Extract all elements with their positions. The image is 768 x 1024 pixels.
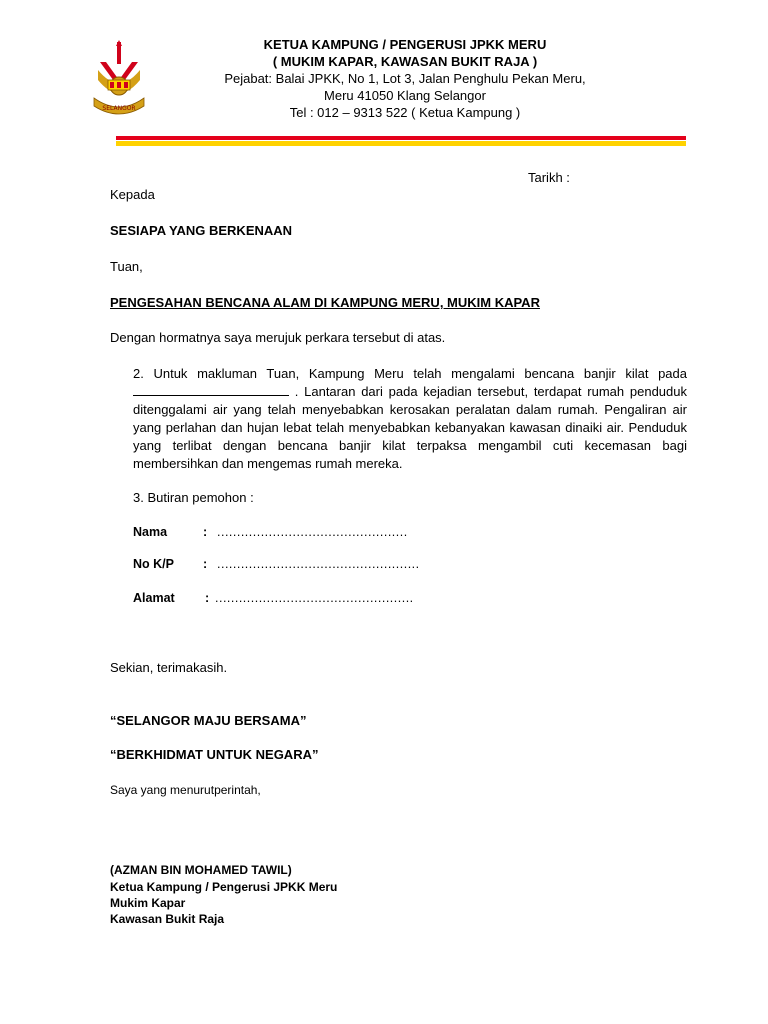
letterhead-address-line1: Pejabat: Balai JPKK, No 1, Lot 3, Jalan Penghulu Pekan Meru, [224,71,586,86]
paragraph-2 [133,365,687,473]
field-label-nokp: No K/P [133,557,174,571]
signatory-mukim: Mukim Kapar [110,896,186,910]
paragraph-3: 3. Butiran pemohon : [133,490,254,505]
field-label-alamat: Alamat [133,591,175,605]
motto-selangor: “SELANGOR MAJU BERSAMA” [110,713,307,728]
field-dots-nokp: ................................................... [217,557,420,571]
motto-negara: “BERKHIDMAT UNTUK NEGARA” [110,747,319,762]
sign-off: Saya yang menurutperintah, [110,783,261,797]
to-label: Kepada [110,187,155,202]
salutation: Tuan, [110,259,143,274]
recipient: SESIAPA YANG BERKENAAN [110,223,293,238]
svg-text:SELANGOR: SELANGOR [102,105,136,112]
header-band-red [116,136,686,140]
date-blank-line [133,384,289,396]
signatory-title: Ketua Kampung / Pengerusi JPKK Meru [110,880,338,894]
letterhead-telephone: Tel : 012 – 9313 522 ( Ketua Kampung ) [289,105,521,120]
paragraph-2-start: 2. Untuk makluman Tuan, Kampung Meru telah mengalami bencana banjir kilat pada [133,366,687,381]
signatory-name: (AZMAN BIN MOHAMED TAWIL) [110,863,292,877]
field-label-nama: Nama [133,525,168,539]
closing: Sekian, terimakasih. [110,660,228,675]
opening-paragraph: Dengan hormatnya saya merujuk perkara tersebut di atas. [110,330,446,345]
field-colon-nokp: : [203,557,208,571]
field-colon-alamat: : [205,591,210,605]
field-dots-nama: ................................................ [217,525,408,539]
field-dots-alamat: .................................................. [215,591,414,605]
subject-line: PENGESAHAN BENCANA ALAM DI KAMPUNG MERU, MUKIM KAPAR [110,295,540,310]
field-colon-nama: : [203,525,208,539]
letterhead-subtitle: ( MUKIM KAPAR, KAWASAN BUKIT RAJA ) [272,54,538,69]
signatory-kawasan: Kawasan Bukit Raja [110,912,225,926]
paragraph-2-rest: . Lantaran dari pada kejadian tersebut, terdapat rumah penduduk ditenggalami air yang telah menyebabkan kerosakan peralatan dalam rumah. Pengaliran air yang perlahan dan hujan lebat telah menyebabkan kebanyakan kawasan dinaiki air. Penduduk yang terlibat dengan bencana banjir kilat terpaksa mengambil cuti kecemasan bagi membersihkan dan mengemas rumah mereka. [133,384,687,471]
letterhead-address-line2: Meru 41050 Klang Selangor [324,88,486,103]
selangor-crest-icon [90,40,148,120]
date-label: Tarikh : [528,170,570,185]
letterhead-title: KETUA KAMPUNG / PENGERUSI JPKK MERU [263,37,547,52]
header-band-yellow [116,141,686,146]
